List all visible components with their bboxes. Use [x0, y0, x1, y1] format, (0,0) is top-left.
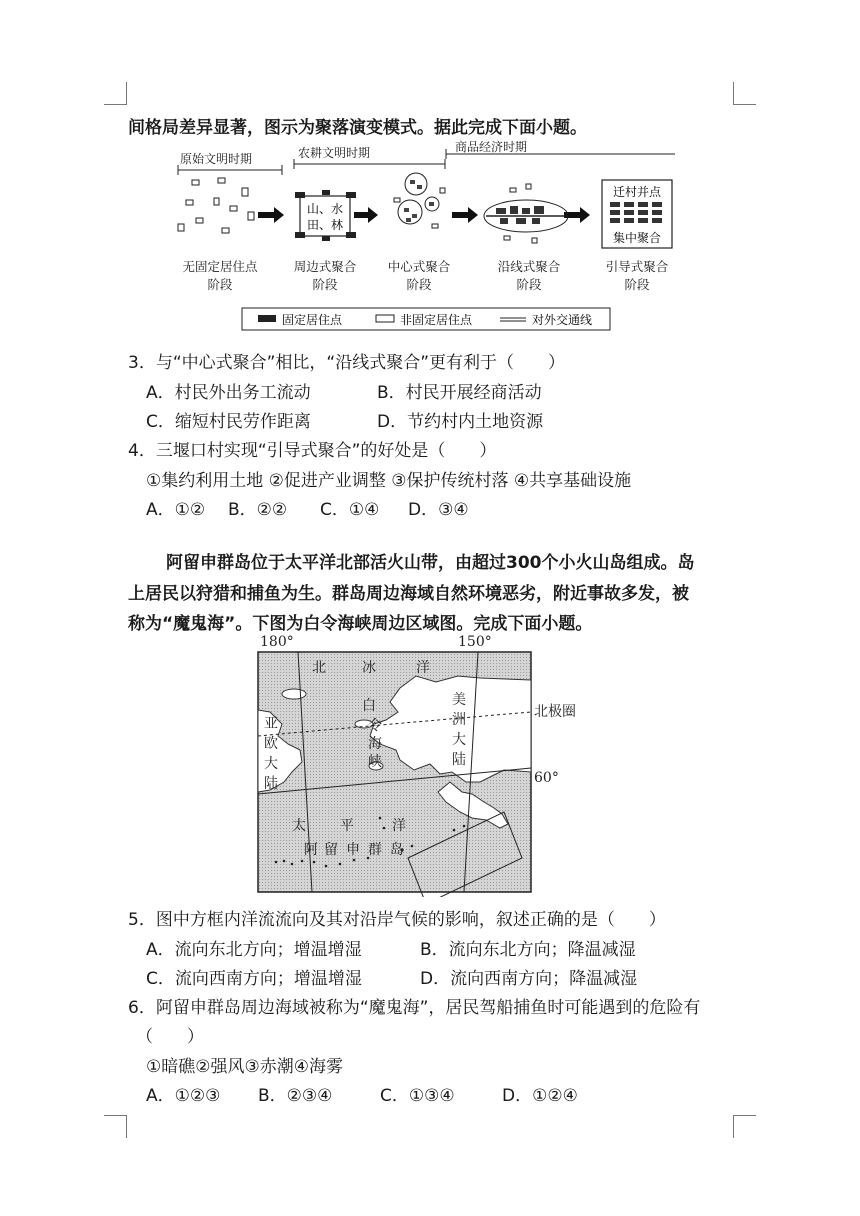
- q5-option-c[interactable]: C．流向西南方向；增温增湿: [146, 969, 362, 989]
- lon-180-label: 180°: [260, 634, 294, 650]
- map-svg: [240, 632, 600, 897]
- period-primitive: 原始文明时期: [180, 152, 253, 166]
- legend-nonfixed: 非固定居住点: [400, 313, 473, 327]
- q6-items: ①暗礁②强风③赤潮④海雾: [146, 1057, 343, 1077]
- q4-option-d[interactable]: D．③④: [408, 500, 469, 520]
- pacific-label-1: 太: [292, 818, 306, 834]
- crop-mark-top-left: [104, 82, 127, 105]
- bering-label-1: 白: [362, 698, 376, 714]
- eurasia-label-3: 大: [264, 756, 278, 772]
- q5-option-b[interactable]: B．流向东北方向；降温减湿: [420, 940, 636, 960]
- america-label-2: 洲: [452, 712, 466, 728]
- aleutian-label-4: 群: [368, 842, 382, 858]
- q6-answer-paren: （ ）: [136, 1027, 204, 1047]
- q3-option-b[interactable]: B．村民开展经商活动: [377, 383, 542, 403]
- period-commercial: 商品经济时期: [455, 140, 528, 154]
- q5-stem: 5．图中方框内洋流流向及其对沿岸气候的影响，叙述正确的是（ ）: [128, 910, 666, 930]
- stage-label-peripheral: 周边式聚合 阶段: [293, 259, 357, 292]
- intro-text: 间格局差异显著，图示为聚落演变模式。据此完成下面小题。: [128, 118, 587, 138]
- q4-option-a[interactable]: A．①②: [146, 500, 206, 520]
- q6-option-c[interactable]: C．①③④: [380, 1086, 455, 1106]
- q4-option-c[interactable]: C．①④: [320, 500, 380, 520]
- stage-label-linear: 沿线式聚合 阶段: [497, 259, 561, 292]
- passage2-line2: 上居民以狩猎和捕鱼为生。群岛周边海域自然环境恶劣，附近事故多发，被: [128, 584, 689, 604]
- settlement-evolution-figure: [170, 140, 690, 340]
- eurasia-label-2: 欧: [264, 736, 278, 752]
- bering-label-2: 令: [368, 718, 382, 734]
- crop-mark-bottom-left: [104, 1115, 127, 1138]
- legend-fixed: 固定居住点: [282, 313, 343, 327]
- lon-150-label: 150°: [458, 634, 492, 650]
- period-agricultural: 农耕文明时期: [298, 146, 371, 160]
- guided-box-bottom: 集中聚合: [612, 231, 662, 245]
- q3-option-c[interactable]: C．缩短村民劳作距离: [146, 412, 311, 432]
- q4-stem: 4．三堰口村实现“引导式聚合”的好处是（ ）: [128, 441, 497, 461]
- q6-option-b[interactable]: B．②③④: [258, 1086, 333, 1106]
- q4-items: ①集约利用土地 ②促进产业调整 ③保护传统村落 ④共享基础设施: [146, 471, 632, 491]
- bering-label-4: 峡: [368, 754, 382, 770]
- q6-option-d[interactable]: D．①②④: [502, 1086, 578, 1106]
- center-box-line1: 山、水: [306, 202, 344, 216]
- q6-stem: 6．阿留申群岛周边海域被称为“魔鬼海”，居民驾船捕鱼时可能遇到的危险有: [128, 998, 701, 1018]
- aleutian-label-3: 申: [346, 842, 360, 858]
- q5-option-d[interactable]: D．流向西南方向；降温减湿: [420, 969, 638, 989]
- q3-option-d[interactable]: D．节约村内土地资源: [377, 412, 544, 432]
- legend-transport: 对外交通线: [532, 313, 593, 327]
- q5-option-a[interactable]: A．流向东北方向；增温增湿: [146, 940, 362, 960]
- pacific-label-3: 洋: [392, 818, 406, 834]
- arctic-ocean-label-3: 洋: [416, 660, 430, 676]
- crop-mark-top-right: [733, 82, 756, 105]
- arctic-ocean-label-2: 冰: [362, 660, 376, 676]
- arctic-circle-label: 北极圈: [534, 704, 576, 720]
- arctic-ocean-label-1: 北: [312, 660, 326, 676]
- guided-box-top: 迁村并点: [612, 185, 662, 199]
- q6-option-a[interactable]: A．①②③: [146, 1086, 221, 1106]
- eurasia-label-1: 亚: [264, 716, 278, 732]
- bering-label-3: 海: [368, 736, 382, 752]
- passage2-line3: 称为“魔鬼海”。下图为白令海峡周边区域图。完成下面小题。: [128, 614, 593, 634]
- aleutian-label-5: 岛: [390, 842, 404, 858]
- america-label-1: 美: [452, 692, 466, 708]
- bering-strait-map: [240, 632, 600, 897]
- center-box-line2: 田、林: [306, 218, 344, 232]
- stage-label-guided: 引导式聚合 阶段: [605, 259, 669, 292]
- passage2-line1: 阿留申群岛位于太平洋北部活火山带，由超过300个小火山岛组成。岛: [166, 553, 695, 573]
- america-label-3: 大: [452, 732, 466, 748]
- q4-option-b[interactable]: B．②②: [228, 500, 288, 520]
- pacific-label-2: 平: [340, 818, 354, 834]
- q3-stem: 3．与“中心式聚合”相比，“沿线式聚合”更有利于（ ）: [128, 353, 566, 373]
- q3-option-a[interactable]: A．村民外出务工流动: [146, 383, 311, 403]
- lat-60-label: 60°: [534, 770, 559, 786]
- aleutian-label-2: 留: [324, 842, 338, 858]
- crop-mark-bottom-right: [733, 1115, 756, 1138]
- aleutian-label-1: 阿: [304, 842, 318, 858]
- america-label-4: 陆: [452, 752, 466, 768]
- eurasia-label-4: 陆: [264, 776, 278, 792]
- stage-label-nonfixed: 无固定居住点 阶段: [182, 259, 258, 292]
- settlement-diagram-svg: [170, 140, 690, 340]
- stage-label-central: 中心式聚合 阶段: [387, 259, 451, 292]
